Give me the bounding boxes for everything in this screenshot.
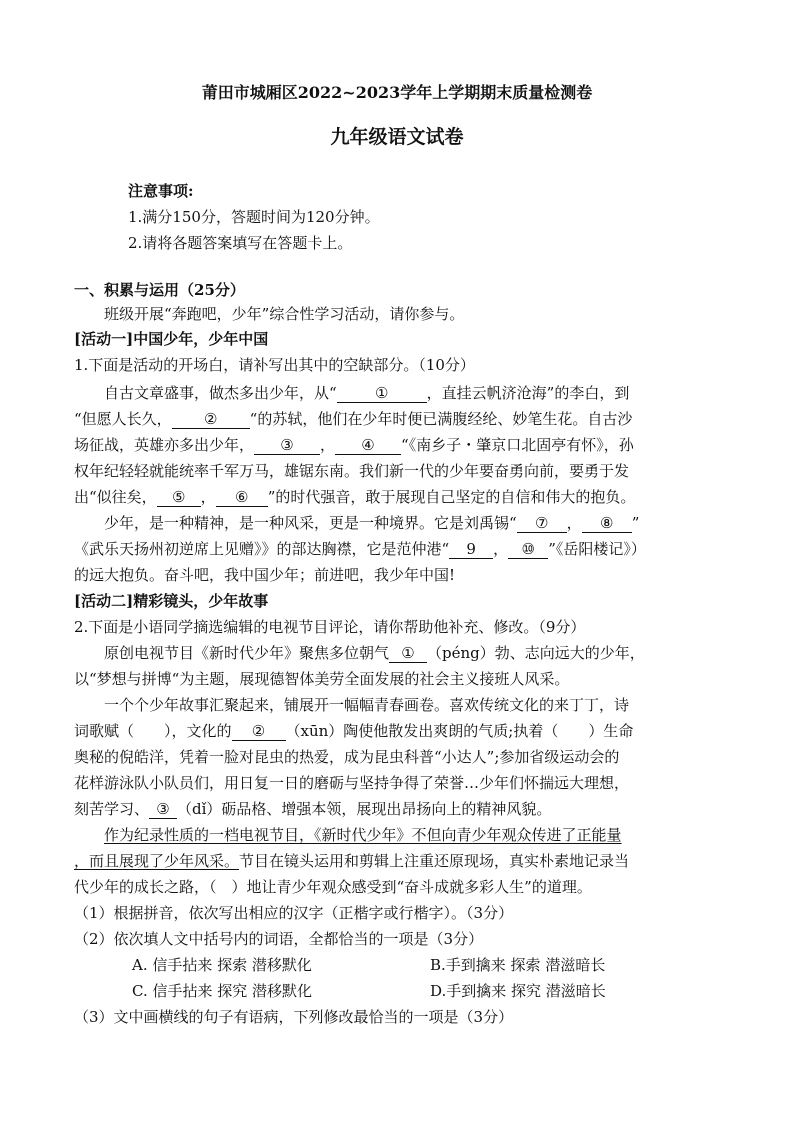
section1-intro: 班级开展“奔跑吧，少年”综合性学习活动，请你参与。 xyxy=(104,305,465,323)
section1-heading: 一、积累与运用（25分） xyxy=(74,281,245,299)
q1-p1-line2 xyxy=(74,410,632,429)
text-run: “的苏轼，他们在少年时便已满腹经纶、妙笔生花。自古沙 xyxy=(249,410,633,428)
q1-p2-line2 xyxy=(74,540,646,559)
text-run: 刻苦学习、 xyxy=(74,800,150,818)
q1-prompt: 1.下面是活动的开场白，请补写出其中的空缺部分。（10分） xyxy=(74,356,475,374)
text-run: ， xyxy=(200,488,216,506)
blank-5: ⑤ xyxy=(157,489,201,507)
text-run: 节目在镜头运用和剪辑上注重还原现场，真实朴素地记录当 xyxy=(239,852,630,870)
q1-p2-line3: 的远大抱负。奋斗吧，我中国少年；前进吧，我少年中国! xyxy=(74,566,456,584)
text-run: 《武乐天扬州初逆席上见赠》》的部达胸襟，它是范仲港“ xyxy=(74,540,450,558)
option-a: A. 信手拈来 探索 潜移默化 xyxy=(132,956,312,974)
q1-p1-line1 xyxy=(104,384,629,403)
text-run: （xūn）陶使他散发出爽朗的气质;执着（ ）生命 xyxy=(285,722,634,740)
text-run: （dǐ）砺品格、增强本领，展现出昂扬向上的精神风貌。 xyxy=(177,800,552,818)
text-run: 场征战，英雄亦多出少年， xyxy=(74,436,255,454)
blank-7: ⑦ xyxy=(517,515,567,533)
text-run: ，直挂云帆济沧海”的李白，到 xyxy=(426,384,630,402)
q2-p2-line3: 奥秘的倪皓洋，凭着一脸对昆虫的热爱，成为昆虫科普“小达人”;参加省级运动会的 xyxy=(74,748,620,766)
notice-item-2: 2.请将各题答案填写在答题卡上。 xyxy=(128,234,353,252)
q1-p1-line3 xyxy=(74,436,634,455)
notice-heading: 注意事项: xyxy=(128,182,194,200)
q2-sub2: （2）依次填人文中括号内的词语，全都恰当的一项是（3分） xyxy=(74,930,484,948)
blank-q2-3: ③ xyxy=(149,801,177,819)
activity1-heading: [活动一]中国少年，少年中国 xyxy=(74,330,269,348)
blank-8: ⑧ xyxy=(582,515,632,533)
text-run: 原创电视节目《新时代少年》聚焦多位朝气 xyxy=(104,644,390,662)
q2-p3-line2 xyxy=(74,852,629,870)
q2-sub1: （1）根据拼音，依次写出相应的汉字（正楷字或行楷字）。（3分） xyxy=(74,904,514,922)
blank-1: ① xyxy=(337,385,427,403)
blank-3: ③ xyxy=(254,437,320,455)
text-run: 少年，是一种精神，是一种风采，更是一种境界。它是刘禹锡“ xyxy=(104,514,517,532)
text-run: ”《岳阳楼记》） xyxy=(548,540,646,558)
blank-4: ④ xyxy=(335,437,401,455)
q2-p1-line1 xyxy=(104,644,645,663)
blank-q2-2: ② xyxy=(232,723,286,741)
option-d: D.手到擒来 探究 潜滋暗长 xyxy=(430,982,606,1000)
q2-p2-line2 xyxy=(74,722,633,741)
q2-p1-line2: 以“梦想与拼博“为主题，展现德智体美劳全面发展的社会主义接班人风采。 xyxy=(74,670,570,688)
blank-10: ⑩ xyxy=(508,541,548,559)
q2-p2-line4: 花样游泳队小队员们，用日复一日的磨砺与坚持争得了荣誉…少年们怀揣远大理想， xyxy=(74,774,630,792)
text-run: 自古文章盛事，做杰多出少年，从“ xyxy=(104,384,337,402)
activity2-heading: [活动二]精彩镜头，少年故事 xyxy=(74,592,269,610)
text-run: ” xyxy=(631,514,640,532)
q1-p2-line1 xyxy=(104,514,639,533)
q2-sub3: （3）文中画横线的句子有语病，下列修改最恰当的一项是（3分） xyxy=(74,1008,514,1026)
q2-p2-line5 xyxy=(74,800,551,819)
blank-6: ⑥ xyxy=(216,489,268,507)
blank-9: 9 xyxy=(449,541,493,559)
notice-item-1: 1.满分150分，答题时间为120分钟。 xyxy=(128,208,380,226)
text-run: 词歌赋（ ），文化的 xyxy=(74,722,232,740)
text-run: ， xyxy=(320,436,336,454)
text-run: ， xyxy=(493,540,509,558)
underlined-sentence-part2: ，而且展现了少年风采。 xyxy=(74,852,240,870)
text-run: ， xyxy=(566,514,582,532)
text-run: “但愿人长久， xyxy=(74,410,172,428)
q2-underlined-sentence-part1: 作为纪录性质的一档电视节目，《新时代少年》不但向青少年观众传进了正能量 xyxy=(104,826,622,844)
q2-p2-line1: 一个个少年故事汇聚起来，铺展开一幅幅青春画卷。喜欢传统文化的来丁丁，诗 xyxy=(104,696,630,714)
text-run: （péng）勃、志向远大的少年， xyxy=(427,644,645,662)
option-c: C. 信手拈来 探究 潜移默化 xyxy=(132,982,313,1000)
text-run: 出“似往矣， xyxy=(74,488,157,506)
exam-subtitle: 九年级语文试卷 xyxy=(330,126,464,148)
q2-prompt: 2.下面是小语同学摘选编辑的电视节目评论，请你帮助他补充、修改。（9分） xyxy=(74,618,586,636)
option-b: B.手到擒来 探索 潜滋暗长 xyxy=(430,956,606,974)
text-run: “《南乡子・肇京口北固亭有怀》，孙 xyxy=(401,436,634,454)
q2-p3-line3: 代少年的成长之路，（ ）地让青少年观众感受到“奋斗成就多彩人生”的道理。 xyxy=(74,878,592,896)
blank-q2-1: ① xyxy=(389,645,427,663)
q1-p1-line5 xyxy=(74,488,635,507)
text-run: ”的时代强音，敢于展现自己坚定的自信和伟大的抱负。 xyxy=(267,488,636,506)
exam-title: 莆田市城厢区2022~2023学年上学期期末质量检测卷 xyxy=(201,83,593,102)
blank-2: ② xyxy=(172,411,250,429)
q1-p1-line4: 权年纪轻轻就能统率千军万马，雄锯东南。我们新一代的少年要奋勇向前，要勇于发 xyxy=(74,462,630,480)
